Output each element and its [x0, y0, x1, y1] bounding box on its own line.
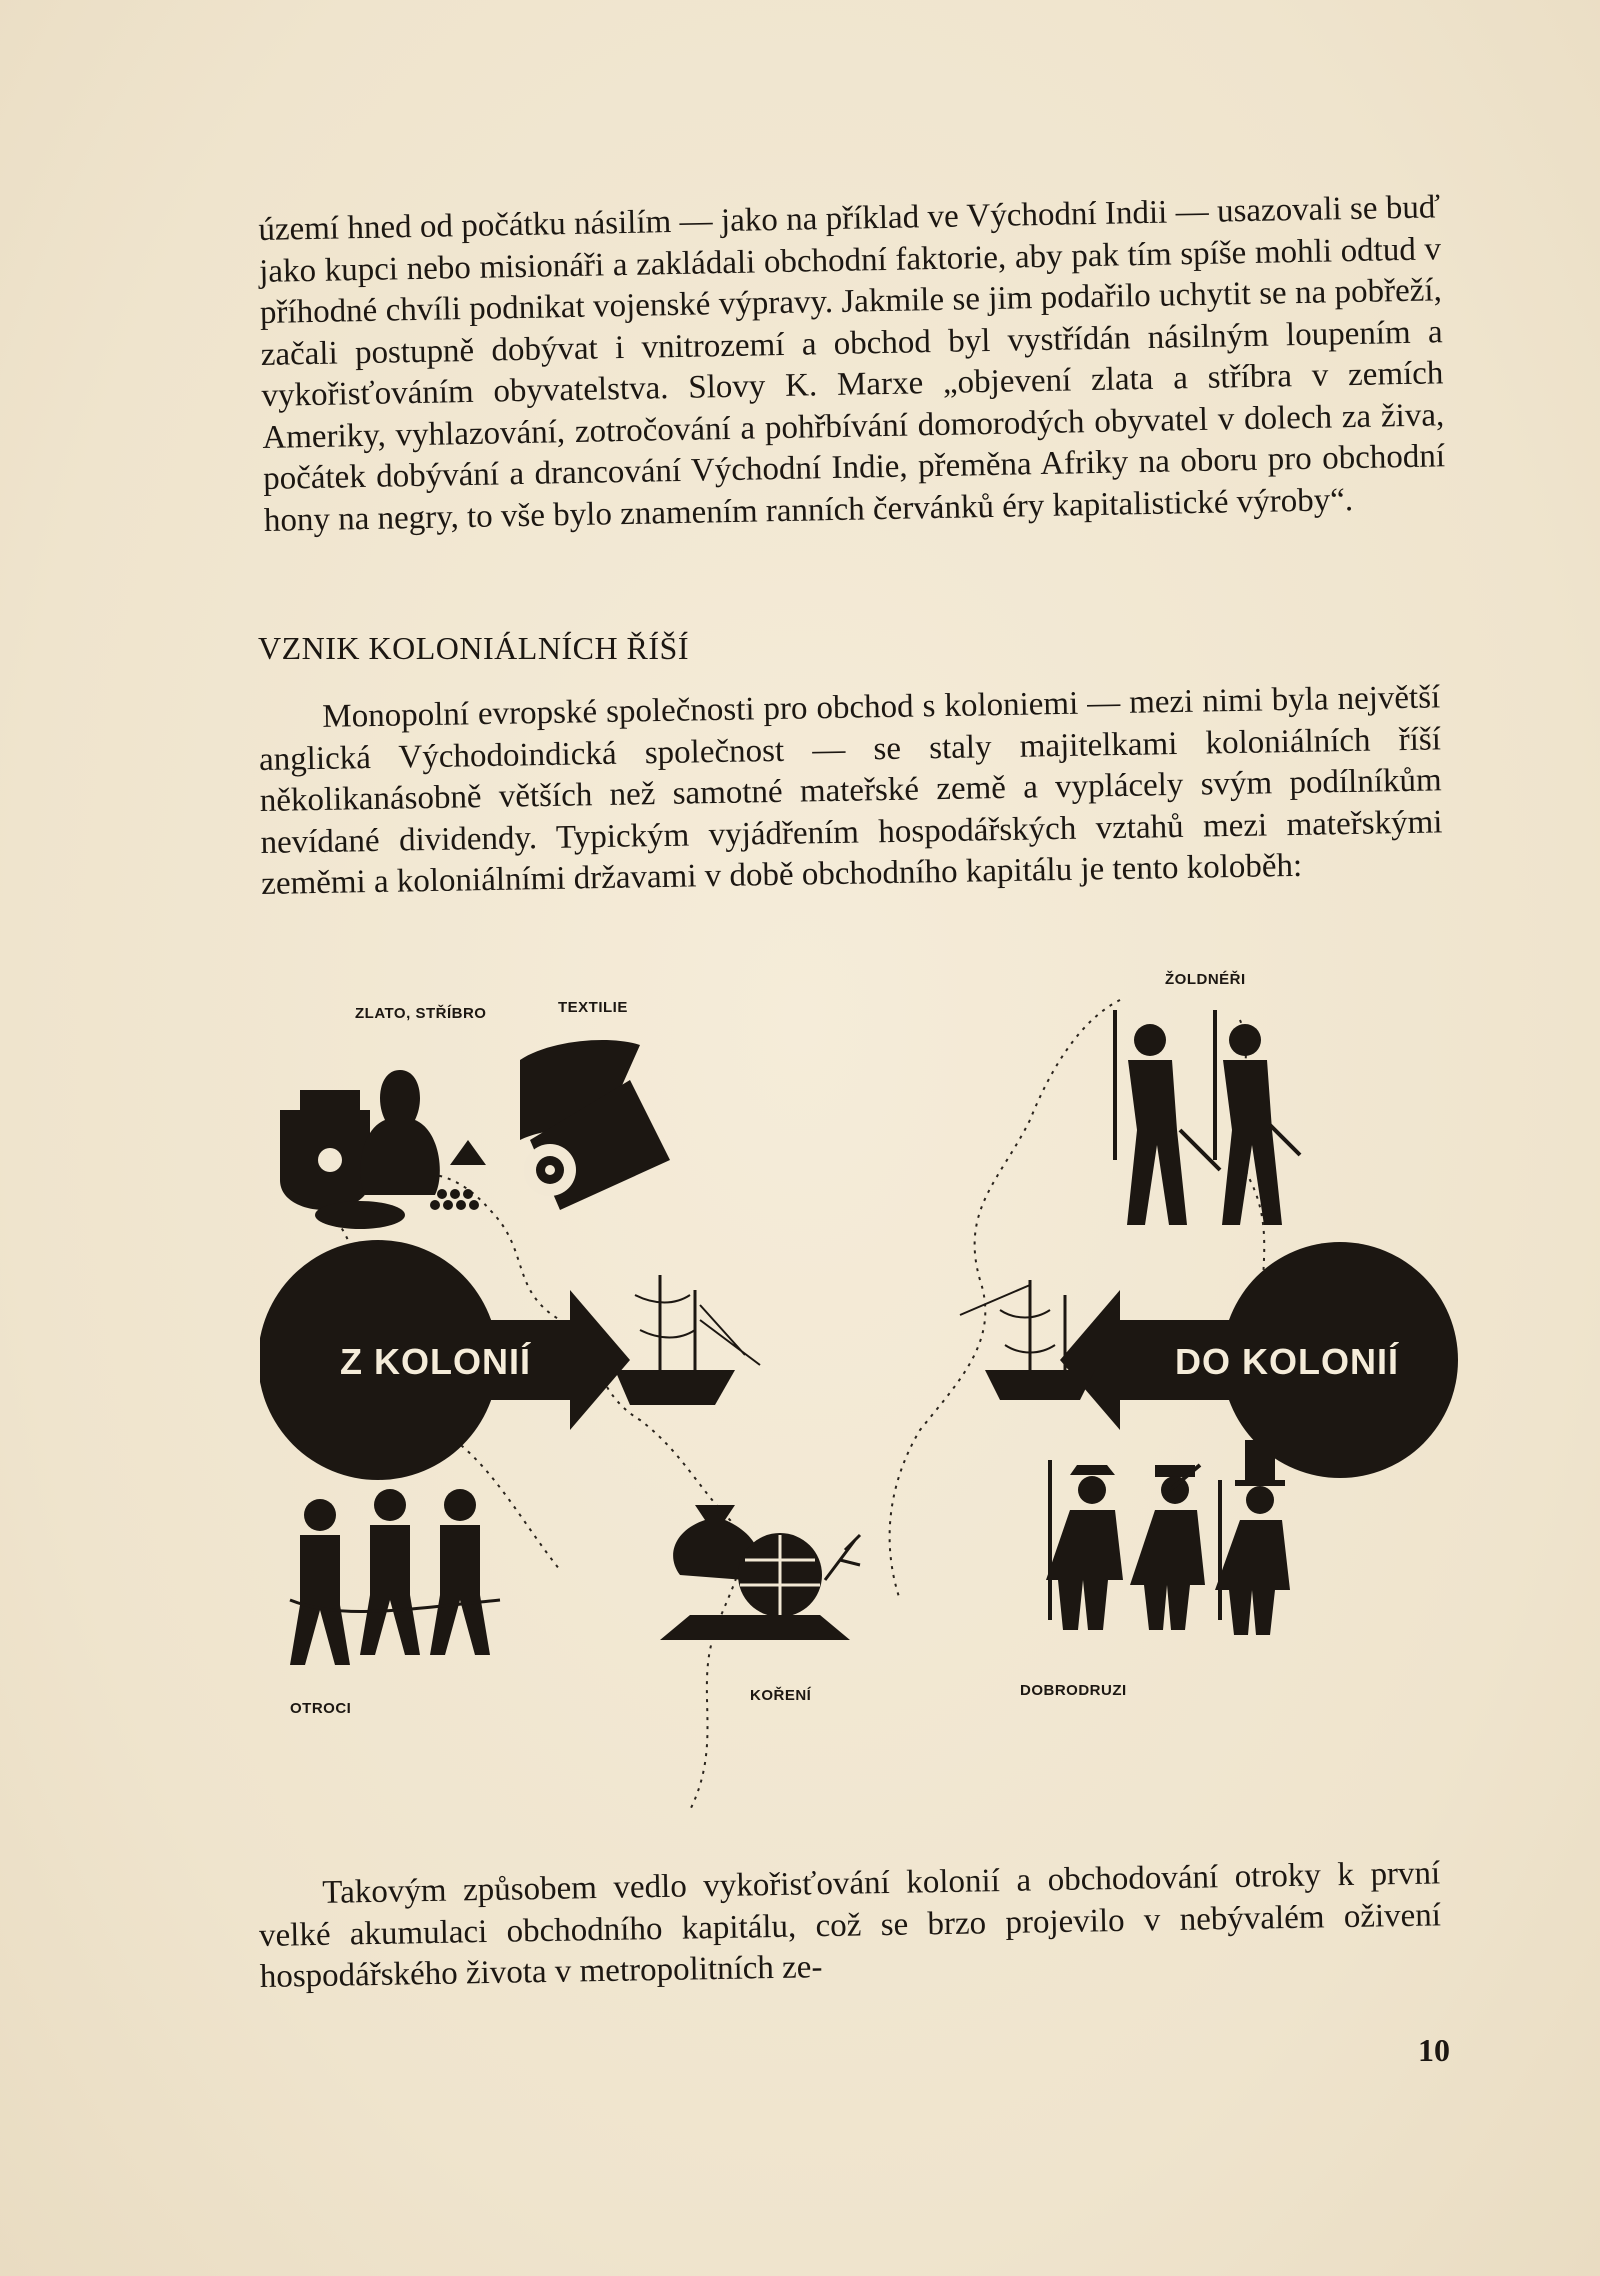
paragraph-accumulation-text: Takovým způsobem vedlo vykořisťování kolonií a obchodování otroky k první velké akumulaci obchodního kapitálu, což se brzo projevilo v nebývalém oživení hospodářského života v metropolitních ze-	[258, 1855, 1442, 1995]
gold-silver-label: ZLATO, STŘÍBRO	[355, 1005, 487, 1022]
adventurers-label: DOBRODRUZI	[1020, 1682, 1127, 1699]
from-colonies-label: Z KOLONIÍ	[340, 1341, 531, 1382]
paragraph-intro-text: území hned od počátku násilím — jako na příklad ve Východní Indii — usazovali se buď jako kupci nebo misionáři a zakládali obchodní faktorie, aby pak tím spíše mohli odtud v příhodné chvíli podnikat vojenské výpravy. Jakmile se jim podařilo uchytit se na pobřeží, začali postupně dobývat i vnitrozemí a obchod byl vystřídán násilným loupením a vykořisťováním obyvatelstva. Slovy K. Marxe „objevení zlata a stříbra v zemích Ameriky, vyhlazování, zotročování a pohřbívání domorodých obyvatel v dolech za živa, počátek dobývání a drancování Východní Indie, přeměna Afriky na oboru pro obchodní hony na negry, to vše bylo znamením ranních červánků éry kapitalistické výroby“.	[258, 189, 1446, 539]
gold-silver-icon	[280, 1070, 486, 1229]
paragraph-companies	[258, 677, 1443, 905]
textiles-label: TEXTILIE	[558, 999, 628, 1016]
page-number: 10	[1418, 2032, 1450, 2068]
slaves-label: OTROCI	[290, 1700, 352, 1717]
soldiers-icon	[1115, 1010, 1300, 1225]
from-colonies-disc	[260, 1240, 630, 1480]
section-heading: VZNIK KOLONIÁLNÍCH ŘÍŠÍ	[258, 630, 689, 666]
textiles-icon	[520, 1040, 670, 1210]
to-colonies-label: DO KOLONIÍ	[1175, 1341, 1399, 1382]
colonial-trade-cycle-illustration	[260, 960, 1460, 1860]
paragraph-intro	[258, 187, 1446, 542]
adventurers-icon	[1046, 1440, 1290, 1635]
spices-icon	[660, 1505, 860, 1640]
paragraph-accumulation	[258, 1853, 1442, 1998]
sailing-ship-left-icon	[615, 1275, 760, 1405]
spices-label: KOŘENÍ	[750, 1687, 812, 1704]
soldiers-label: ŽOLDNÉŘI	[1165, 971, 1246, 988]
slaves-icon	[290, 1489, 500, 1665]
paragraph-companies-text: Monopolní evropské společnosti pro obchod s koloniemi — mezi nimi byla největší anglická Východoindická společnost — se staly majitelkami koloniálních říší několikanásobně větších než samotné mateřské země a vyplácely svým podílníkům nevídané dividendy. Typickým vyjádřením hospodářských vztahů mezi mateřskými zeměmi a koloniálními državami v době obchodního kapitálu je tento koloběh:	[258, 679, 1443, 902]
